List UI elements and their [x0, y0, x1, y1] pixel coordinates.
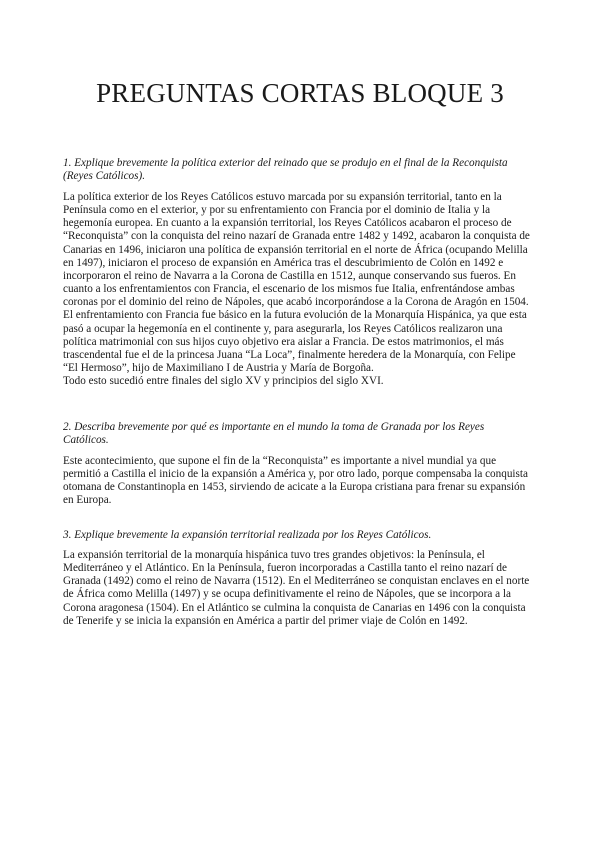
question-2: 2. Describa brevemente por qué es importante en el mundo la toma de Granada por los Reyes Católicos. [63, 421, 485, 446]
page-title: PREGUNTAS CORTAS BLOQUE 3 [96, 78, 504, 108]
answer-3-paragraph-1: La expansión territorial de la monarquía hispánica tuvo tres grandes objetivos: la Península, el Mediterráneo y el Atlántico. En la Península, fueron incorporadas a Castilla tanto el reino nazarí de Granada (1492) como el reino de Navarra (1512). En el Mediterráneo se conquistan enclaves en el norte de África como Melilla (1497) y se ocupa definitivamente el reino de Nápoles, que se incorpora a la Corona aragonesa (1504). En el Atlántico se culmina la conquista de Canarias en 1496 con la conquista de Tenerife y se inicia la expansión en América a partir del primer viaje de Colón en 1492. [63, 549, 530, 627]
question-1: 1. Explique brevemente la política exterior del reinado que se produjo en el final de la Reconquista (Reyes Católicos). [63, 157, 508, 182]
answer-1-paragraph-1: La política exterior de los Reyes Católicos estuvo marcada por su expansión territorial, tanto en la Península como en el exterior, y por su enfrentamiento con Francia por el dominio de Italia y la hegemonía europea. En cuanto a la expansión territorial, los Reyes Católicos acabaron el proceso de “Reconquista” con la conquista del reino nazarí de Granada entre 1482 y 1492, acabaron la conquista de Canarias en 1496, iniciaron una política de expansión territorial en el norte de África (ocupando Melilla en 1497), iniciaron el proceso de expansión en América tras el descubrimiento de Colón en 1492 e incorporaron el reino de Navarra a la Corona de Castilla en 1512, aunque conservando sus fueros. En cuanto a los enfrentamientos con Francia, el escenario de los mismos fue Italia, enfrentándose ambas coronas por el dominio del reino de Nápoles, que acabó incorporándose a la Corona de Aragón en 1504. El enfrentamiento con Francia fue básico en la futura evolución de la Monarquía Hispánica, ya que esta pasó a ocupar la hegemonía en el continente y, para asegurarla, los Reyes Católicos realizaron una política matrimonial con sus hijos cuyo objetivo era aislar a Francia. De estos matrimonios, el más trascendental fue el de la princesa Juana “La Loca”, finalmente heredera de la Monarquía, con Felipe “El Hermoso”, hijo de Maximiliano I de Austria y María de Borgoña. [63, 191, 530, 375]
answer-3 [63, 549, 531, 628]
answer-2-paragraph-1: Este acontecimiento, que supone el fin de la “Reconquista” es importante a nivel mundial ya que permitió a Castilla el inicio de la expansión a América y, por otro lado, porque compensaba la conquista otomana de Constantinopla en 1453, sirviendo de acicate a la Europa cristiana para frenar su expansión en Europa. [63, 455, 528, 507]
question-3: 3. Explique brevemente la expansión territorial realizada por los Reyes Católicos. [63, 529, 432, 541]
answer-1 [63, 191, 531, 388]
answer-1-paragraph-2: Todo esto sucedió entre finales del siglo XV y principios del siglo XVI. [63, 375, 384, 388]
answer-2 [63, 455, 531, 508]
